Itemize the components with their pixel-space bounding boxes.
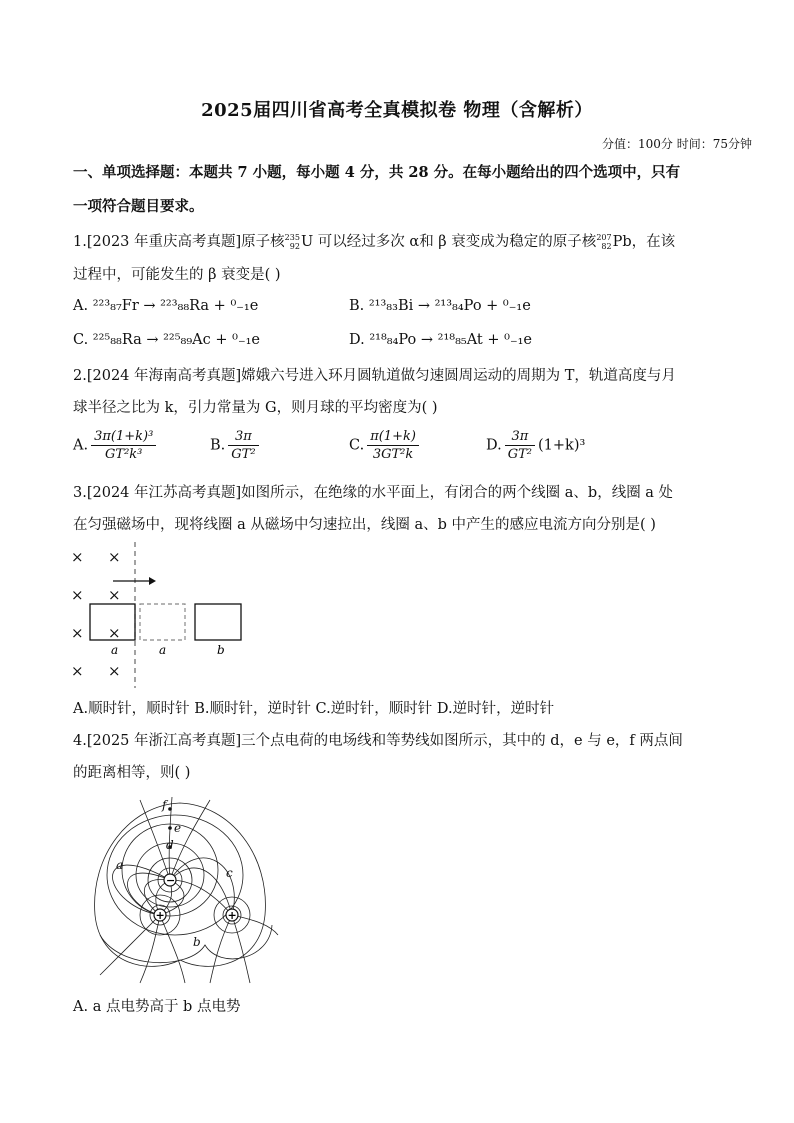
coil-a-moved [140,604,185,640]
u-nuclide-numbers: 235 92 [284,233,300,251]
q2-a-fraction: $\frac{\text{3π(1+k)³}}{\text{GT²k³}}$ [91,428,156,463]
q1-stem-line2: 过程中，可能发生的 β 衰变是( ) [73,267,281,283]
q3-coil-figure [65,540,265,690]
q3-stem-line2: 在匀强磁场中，现将线圈 a 从磁场中匀速拉出，线圈 a、b 中产生的感应电流方向分别是( ) [73,517,656,533]
q2-option-b[interactable]: B. $\frac{3\pi}{\text{GT²}}$ [210,428,262,463]
field-cross: × [71,624,84,642]
q1-option-c[interactable]: C. ²²⁵₈₈Ra → ²²⁵₈₉Ac + ⁰₋₁e [73,332,261,348]
field-cross: × [108,624,121,642]
field-cross: × [71,548,84,566]
q4-stem-line1: 4.[2025 年浙江高考真题]三个点电荷的电场线和等势线如图所示，其中的 d，e 与 e，f 两点间 [73,733,683,749]
q3-options[interactable]: A.顺时针，顺时针 B.顺时针，逆时针 C.逆时针，顺时针 D.逆时针，逆时针 [73,701,555,717]
q1-stem-line1 [73,232,723,252]
label-f: f [162,798,167,812]
q4-field-figure [80,795,280,985]
q4-option-a[interactable]: A. a 点电势高于 b 点电势 [73,999,241,1015]
score-time-info: 分值：100分 时间：75分钟 [602,137,752,151]
negative-sign: − [166,874,176,887]
q2-option-d[interactable]: D. $\frac{3\pi}{\text{GT²}}$ (1+k)³ [486,429,586,462]
page-title: 2025届四川省高考全真模拟卷 物理（含解析） [201,100,593,121]
q2-option-a[interactable]: A. $\frac{\text{3π(1+k)³}}{\text{GT²k³}}$ [73,428,159,463]
coil-a-moved-label: a [159,643,167,657]
q1-option-a[interactable]: A. ²²³₈₇Fr → ²²³₈₈Ra + ⁰₋₁e [73,298,259,314]
field-cross: × [108,662,121,680]
label-a: a [116,858,124,872]
q1-option-d[interactable]: D. ²¹⁸₈₄Po → ²¹⁸₈₅At + ⁰₋₁e [349,332,532,348]
field-line [160,915,185,983]
coil-b [195,604,241,640]
equipotential-line [100,925,272,963]
q4-stem-line2: 的距离相等，则( ) [73,765,191,781]
pb-nuclide-numbers: 207 82 [596,233,612,251]
q1-option-b[interactable]: B. ²¹³₈₃Bi → ²¹³₈₄Po + ⁰₋₁e [349,298,531,314]
q3-stem-line1: 3.[2024 年江苏高考真题]如图所示，在绝缘的水平面上，有闭合的两个线圈 a、b，线圈 a 处 [73,485,674,501]
label-b: b [193,935,201,949]
coil-b-label: b [217,643,225,657]
positive-sign-left: + [155,909,165,922]
q2-stem-line2: 球半径之比为 k，引力常量为 G，则月球的平均密度为( ) [73,400,438,416]
q2-c-fraction: $\frac{\pi(1+k)}{\text{3GT²k}}$ [367,428,419,463]
q1-tail: ，在该 [631,234,676,250]
q1-mid: 可以经过多次 α和 β 衰变成为稳定的原子核 [317,234,597,250]
field-cross: × [71,662,84,680]
field-line [210,915,232,983]
q2-b-fraction: $\frac{3\pi}{\text{GT²}}$ [228,428,258,463]
label-e: e [174,821,182,835]
point-e-dot [168,826,172,830]
q2-option-c[interactable]: C. $\frac{\pi(1+k)}{\text{3GT²k}}$ [349,428,422,463]
velocity-arrow-head [149,577,156,585]
field-cross: × [108,548,121,566]
section-heading-line1: 一、单项选择题：本题共 7 小题，每小题 4 分，共 28 分。在每小题给出的四个选项中，只有 [73,164,681,181]
positive-sign-right: + [227,909,237,922]
q2-stem-line1: 2.[2024 年海南高考真题]嫦娥六号进入环月圆轨道做匀速圆周运动的周期为 T，轨道高度与月 [73,368,676,384]
field-cross: × [71,586,84,604]
field-cross: × [108,586,121,604]
q2-d-fraction: $\frac{3\pi}{\text{GT²}}$ [505,428,535,463]
q1-lead: 1.[2023 年重庆高考真题]原子核 [73,234,285,250]
coil-a-label: a [111,643,119,657]
point-f-dot [168,807,172,811]
u-symbol: U [300,234,314,250]
pb-symbol: Pb [612,234,632,250]
section-heading-line2: 一项符合题目要求。 [73,198,204,215]
label-d: d [166,838,174,852]
magnetic-field-crosses [71,548,121,680]
label-c: c [226,866,233,880]
field-line [170,868,232,915]
